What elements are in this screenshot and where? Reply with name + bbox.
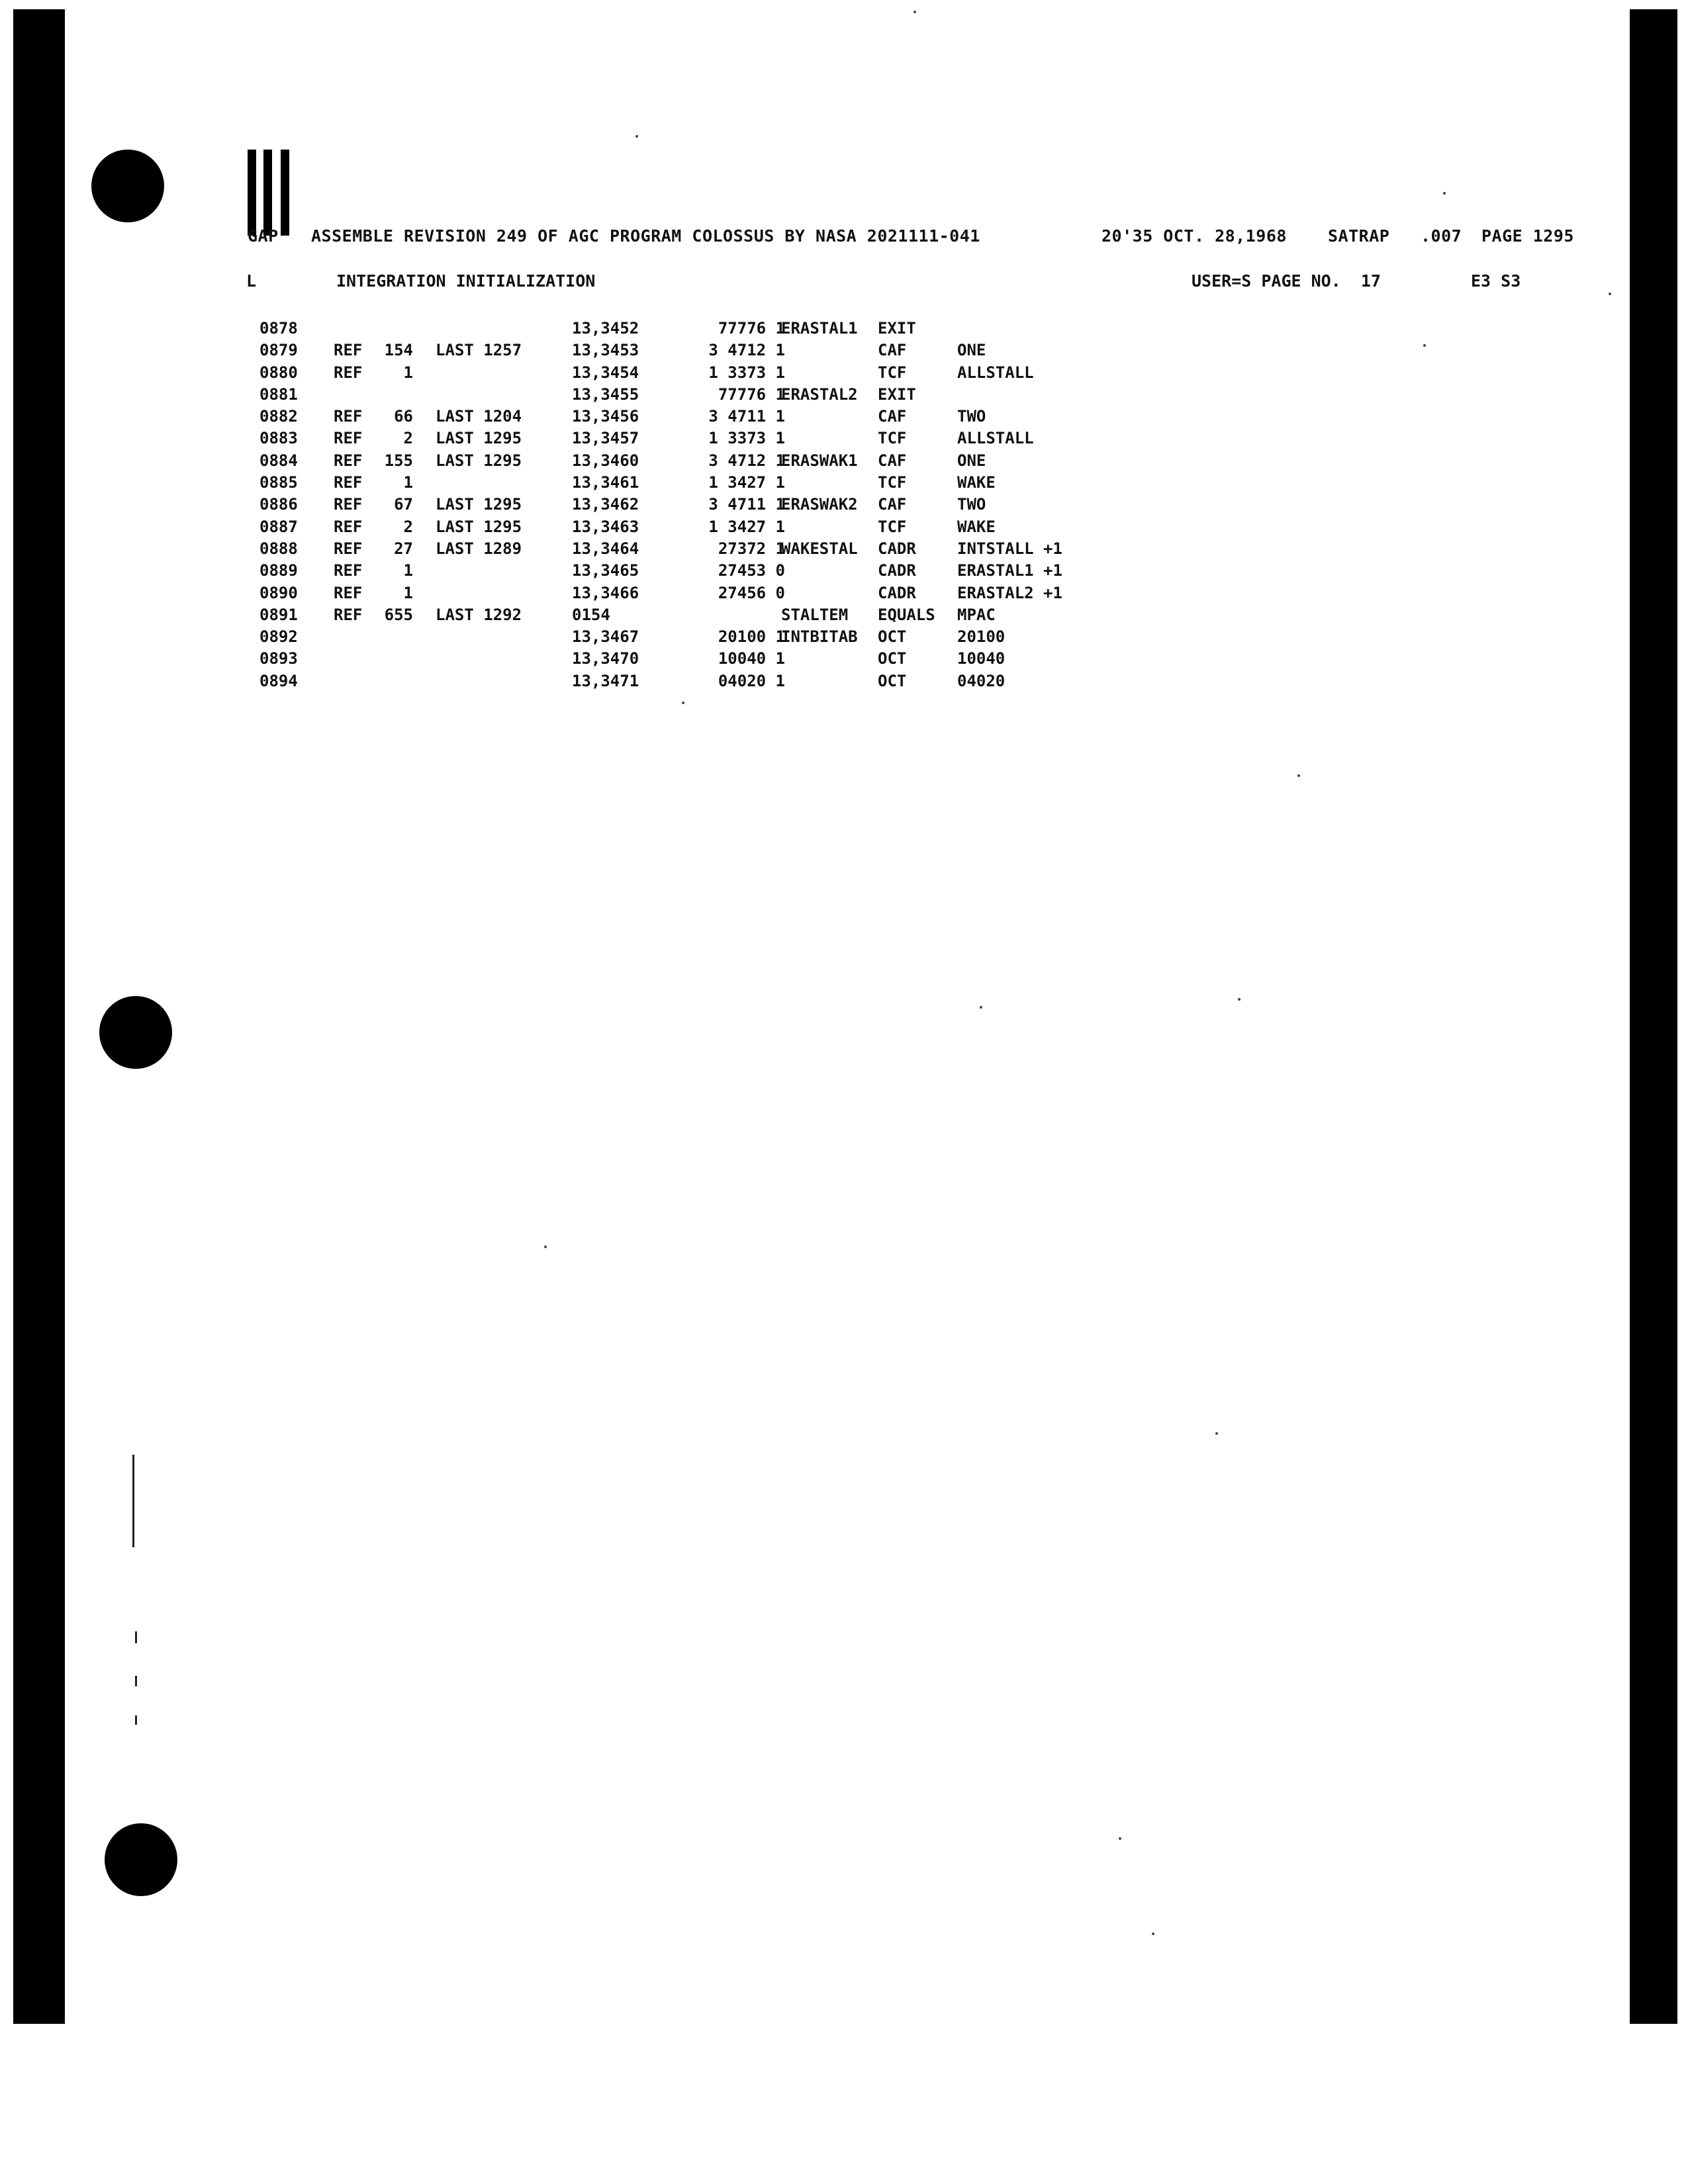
listing-line: 0885 bbox=[259, 473, 298, 492]
listing-last: LAST 1289 bbox=[436, 539, 522, 558]
scan-mark bbox=[135, 1676, 137, 1686]
listing-word: 3 4711 1 bbox=[708, 407, 785, 426]
listing-line: 0890 bbox=[259, 583, 298, 602]
listing-op: TCF bbox=[878, 363, 907, 382]
listing-refn: 155 bbox=[384, 451, 413, 470]
listing-op: CAF bbox=[878, 495, 907, 514]
listing-op: TCF bbox=[878, 429, 907, 448]
listing-line: 0893 bbox=[259, 649, 298, 668]
header-user: SATRAP bbox=[1328, 226, 1390, 246]
listing-addr: 13,3462 bbox=[572, 495, 639, 514]
listing-addr: 0154 bbox=[572, 605, 610, 624]
listing-op: TCF bbox=[878, 473, 907, 492]
listing-operand: ALLSTALL bbox=[957, 363, 1034, 382]
listing-operand: ALLSTALL bbox=[957, 429, 1034, 448]
listing-ref: REF bbox=[334, 363, 363, 382]
listing-last: LAST 1292 bbox=[436, 605, 522, 624]
listing-word: 04020 1 bbox=[718, 671, 785, 690]
scan-speck bbox=[1215, 1432, 1218, 1435]
listing-word: 10040 1 bbox=[718, 649, 785, 668]
listing-line: 0887 bbox=[259, 517, 298, 536]
listing-label: WAKESTAL bbox=[781, 539, 858, 558]
listing-addr: 13,3470 bbox=[572, 649, 639, 668]
header-seq: .007 bbox=[1421, 226, 1462, 246]
scan-speck bbox=[1152, 1933, 1154, 1935]
listing-op: OCT bbox=[878, 649, 907, 668]
listing-op: EQUALS bbox=[878, 605, 935, 624]
listing-refn: 27 bbox=[394, 539, 413, 558]
listing-addr: 13,3456 bbox=[572, 407, 639, 426]
listing-addr: 13,3457 bbox=[572, 429, 639, 448]
listing-line: 0879 bbox=[259, 341, 298, 360]
listing-op: OCT bbox=[878, 671, 907, 690]
listing-operand: ONE bbox=[957, 341, 986, 360]
punch-hole-bottom bbox=[105, 1823, 177, 1896]
listing-line: 0878 bbox=[259, 319, 298, 338]
listing-word: 3 4712 1 bbox=[708, 451, 785, 470]
listing-refn: 1 bbox=[403, 363, 413, 382]
header-page: PAGE 1295 bbox=[1481, 226, 1574, 246]
listing-line: 0880 bbox=[259, 363, 298, 382]
listing-operand: ERASTAL1 +1 bbox=[957, 561, 1062, 580]
listing-refn: 67 bbox=[394, 495, 413, 514]
listing-ref: REF bbox=[334, 583, 363, 602]
listing-last: LAST 1257 bbox=[436, 341, 522, 360]
listing-last: LAST 1295 bbox=[436, 517, 522, 536]
scan-speck bbox=[1238, 998, 1241, 1001]
listing-refn: 655 bbox=[384, 605, 413, 624]
scan-mark bbox=[132, 1455, 134, 1547]
listing-word: 1 3373 1 bbox=[708, 429, 785, 448]
listing-operand: ONE bbox=[957, 451, 986, 470]
listing-line: 0891 bbox=[259, 605, 298, 624]
listing-word: 27456 0 bbox=[718, 583, 785, 602]
listing-ref: REF bbox=[334, 429, 363, 448]
listing-op: CAF bbox=[878, 407, 907, 426]
listing-operand: ERASTAL2 +1 bbox=[957, 583, 1062, 602]
header-title: ASSEMBLE REVISION 249 OF AGC PROGRAM COLOSSUS BY NASA 2021111-041 bbox=[311, 226, 980, 246]
scan-speck bbox=[1443, 192, 1446, 195]
listing-word: 1 3373 1 bbox=[708, 363, 785, 382]
scan-speck bbox=[682, 702, 684, 704]
listing-op: CADR bbox=[878, 539, 916, 558]
section-title: INTEGRATION INITIALIZATION bbox=[336, 271, 596, 291]
subheader-marker: L bbox=[246, 271, 257, 291]
listing-line: 0888 bbox=[259, 539, 298, 558]
user-page-number: USER=S PAGE NO. 17 bbox=[1192, 271, 1381, 291]
listing-addr: 13,3461 bbox=[572, 473, 639, 492]
listing-addr: 13,3452 bbox=[572, 319, 639, 338]
listing-word: 1 3427 1 bbox=[708, 473, 785, 492]
listing-addr: 13,3453 bbox=[572, 341, 639, 360]
scan-mark bbox=[135, 1631, 137, 1643]
listing-addr: 13,3454 bbox=[572, 363, 639, 382]
listing-ref: REF bbox=[334, 451, 363, 470]
listing-operand: MPAC bbox=[957, 605, 996, 624]
listing-label: ERASWAK2 bbox=[781, 495, 858, 514]
scan-speck bbox=[635, 135, 638, 138]
listing-refn: 1 bbox=[403, 473, 413, 492]
listing-op: CADR bbox=[878, 561, 916, 580]
listing-ref: REF bbox=[334, 341, 363, 360]
subheader-tags: E3 S3 bbox=[1471, 271, 1521, 291]
listing-line: 0882 bbox=[259, 407, 298, 426]
listing-operand: TWO bbox=[957, 407, 986, 426]
listing-ref: REF bbox=[334, 517, 363, 536]
listing-last: LAST 1295 bbox=[436, 429, 522, 448]
listing-ref: REF bbox=[334, 473, 363, 492]
listing-label: ERASTAL2 bbox=[781, 385, 858, 404]
listing-refn: 1 bbox=[403, 561, 413, 580]
scan-speck bbox=[1119, 1837, 1121, 1840]
listing-line: 0892 bbox=[259, 627, 298, 647]
scan-speck bbox=[1297, 774, 1300, 777]
listing-addr: 13,3464 bbox=[572, 539, 639, 558]
listing-line: 0889 bbox=[259, 561, 298, 580]
listing-operand: 04020 bbox=[957, 671, 1006, 690]
listing-refn: 66 bbox=[394, 407, 413, 426]
scan-speck bbox=[1423, 344, 1426, 347]
listing-ref: REF bbox=[334, 495, 363, 514]
listing-addr: 13,3463 bbox=[572, 517, 639, 536]
scan-speck bbox=[1609, 293, 1611, 295]
listing-last: LAST 1295 bbox=[436, 495, 522, 514]
listing-word: 77776 1 bbox=[718, 385, 785, 404]
listing-word: 3 4711 1 bbox=[708, 495, 785, 514]
listing-refn: 2 bbox=[403, 429, 413, 448]
punch-hole-top bbox=[91, 150, 164, 222]
listing-line: 0884 bbox=[259, 451, 298, 470]
scan-speck bbox=[980, 1006, 982, 1009]
listing-ref: REF bbox=[334, 539, 363, 558]
listing-refn: 154 bbox=[384, 341, 413, 360]
listing-line: 0894 bbox=[259, 671, 298, 690]
punch-hole-middle bbox=[99, 996, 172, 1069]
listing-label: ERASTAL1 bbox=[781, 319, 858, 338]
listing-operand: TWO bbox=[957, 495, 986, 514]
listing-last: LAST 1295 bbox=[436, 451, 522, 470]
listing-operand: INTSTALL +1 bbox=[957, 539, 1062, 558]
listing-word: 27453 0 bbox=[718, 561, 785, 580]
listing-op: CADR bbox=[878, 583, 916, 602]
scan-edge-left bbox=[13, 9, 65, 2024]
scan-speck bbox=[914, 11, 916, 13]
listing-addr: 13,3460 bbox=[572, 451, 639, 470]
listing-word: 27372 1 bbox=[718, 539, 785, 558]
listing-operand: WAKE bbox=[957, 517, 996, 536]
header-prefix: GAP bbox=[248, 226, 279, 246]
listing-op: CAF bbox=[878, 341, 907, 360]
listing-addr: 13,3466 bbox=[572, 583, 639, 602]
listing-label: STALTEM bbox=[781, 605, 849, 624]
listing-ref: REF bbox=[334, 561, 363, 580]
listing-addr: 13,3455 bbox=[572, 385, 639, 404]
listing-label: INTBITAB bbox=[781, 627, 858, 647]
scan-speck bbox=[544, 1246, 547, 1248]
listing-op: EXIT bbox=[878, 385, 916, 404]
listing-op: EXIT bbox=[878, 319, 916, 338]
listing-word: 77776 1 bbox=[718, 319, 785, 338]
listing-label: ERASWAK1 bbox=[781, 451, 858, 470]
listing-refn: 1 bbox=[403, 583, 413, 602]
listing-word: 1 3427 1 bbox=[708, 517, 785, 536]
listing-line: 0883 bbox=[259, 429, 298, 448]
scan-edge-right bbox=[1630, 9, 1677, 2024]
header-timestamp: 20'35 OCT. 28,1968 bbox=[1102, 226, 1287, 246]
listing-line: 0881 bbox=[259, 385, 298, 404]
listing-line: 0886 bbox=[259, 495, 298, 514]
listing-word: 3 4712 1 bbox=[708, 341, 785, 360]
listing-addr: 13,3471 bbox=[572, 671, 639, 690]
listing-ref: REF bbox=[334, 605, 363, 624]
listing-op: OCT bbox=[878, 627, 907, 647]
listing-ref: REF bbox=[334, 407, 363, 426]
listing-op: TCF bbox=[878, 517, 907, 536]
listing-operand: 10040 bbox=[957, 649, 1006, 668]
listing-addr: 13,3465 bbox=[572, 561, 639, 580]
listing-operand: 20100 bbox=[957, 627, 1006, 647]
listing-last: LAST 1204 bbox=[436, 407, 522, 426]
listing-refn: 2 bbox=[403, 517, 413, 536]
listing-addr: 13,3467 bbox=[572, 627, 639, 647]
listing-op: CAF bbox=[878, 451, 907, 470]
listing-word: 20100 1 bbox=[718, 627, 785, 647]
listing-operand: WAKE bbox=[957, 473, 996, 492]
scan-mark bbox=[135, 1715, 137, 1725]
